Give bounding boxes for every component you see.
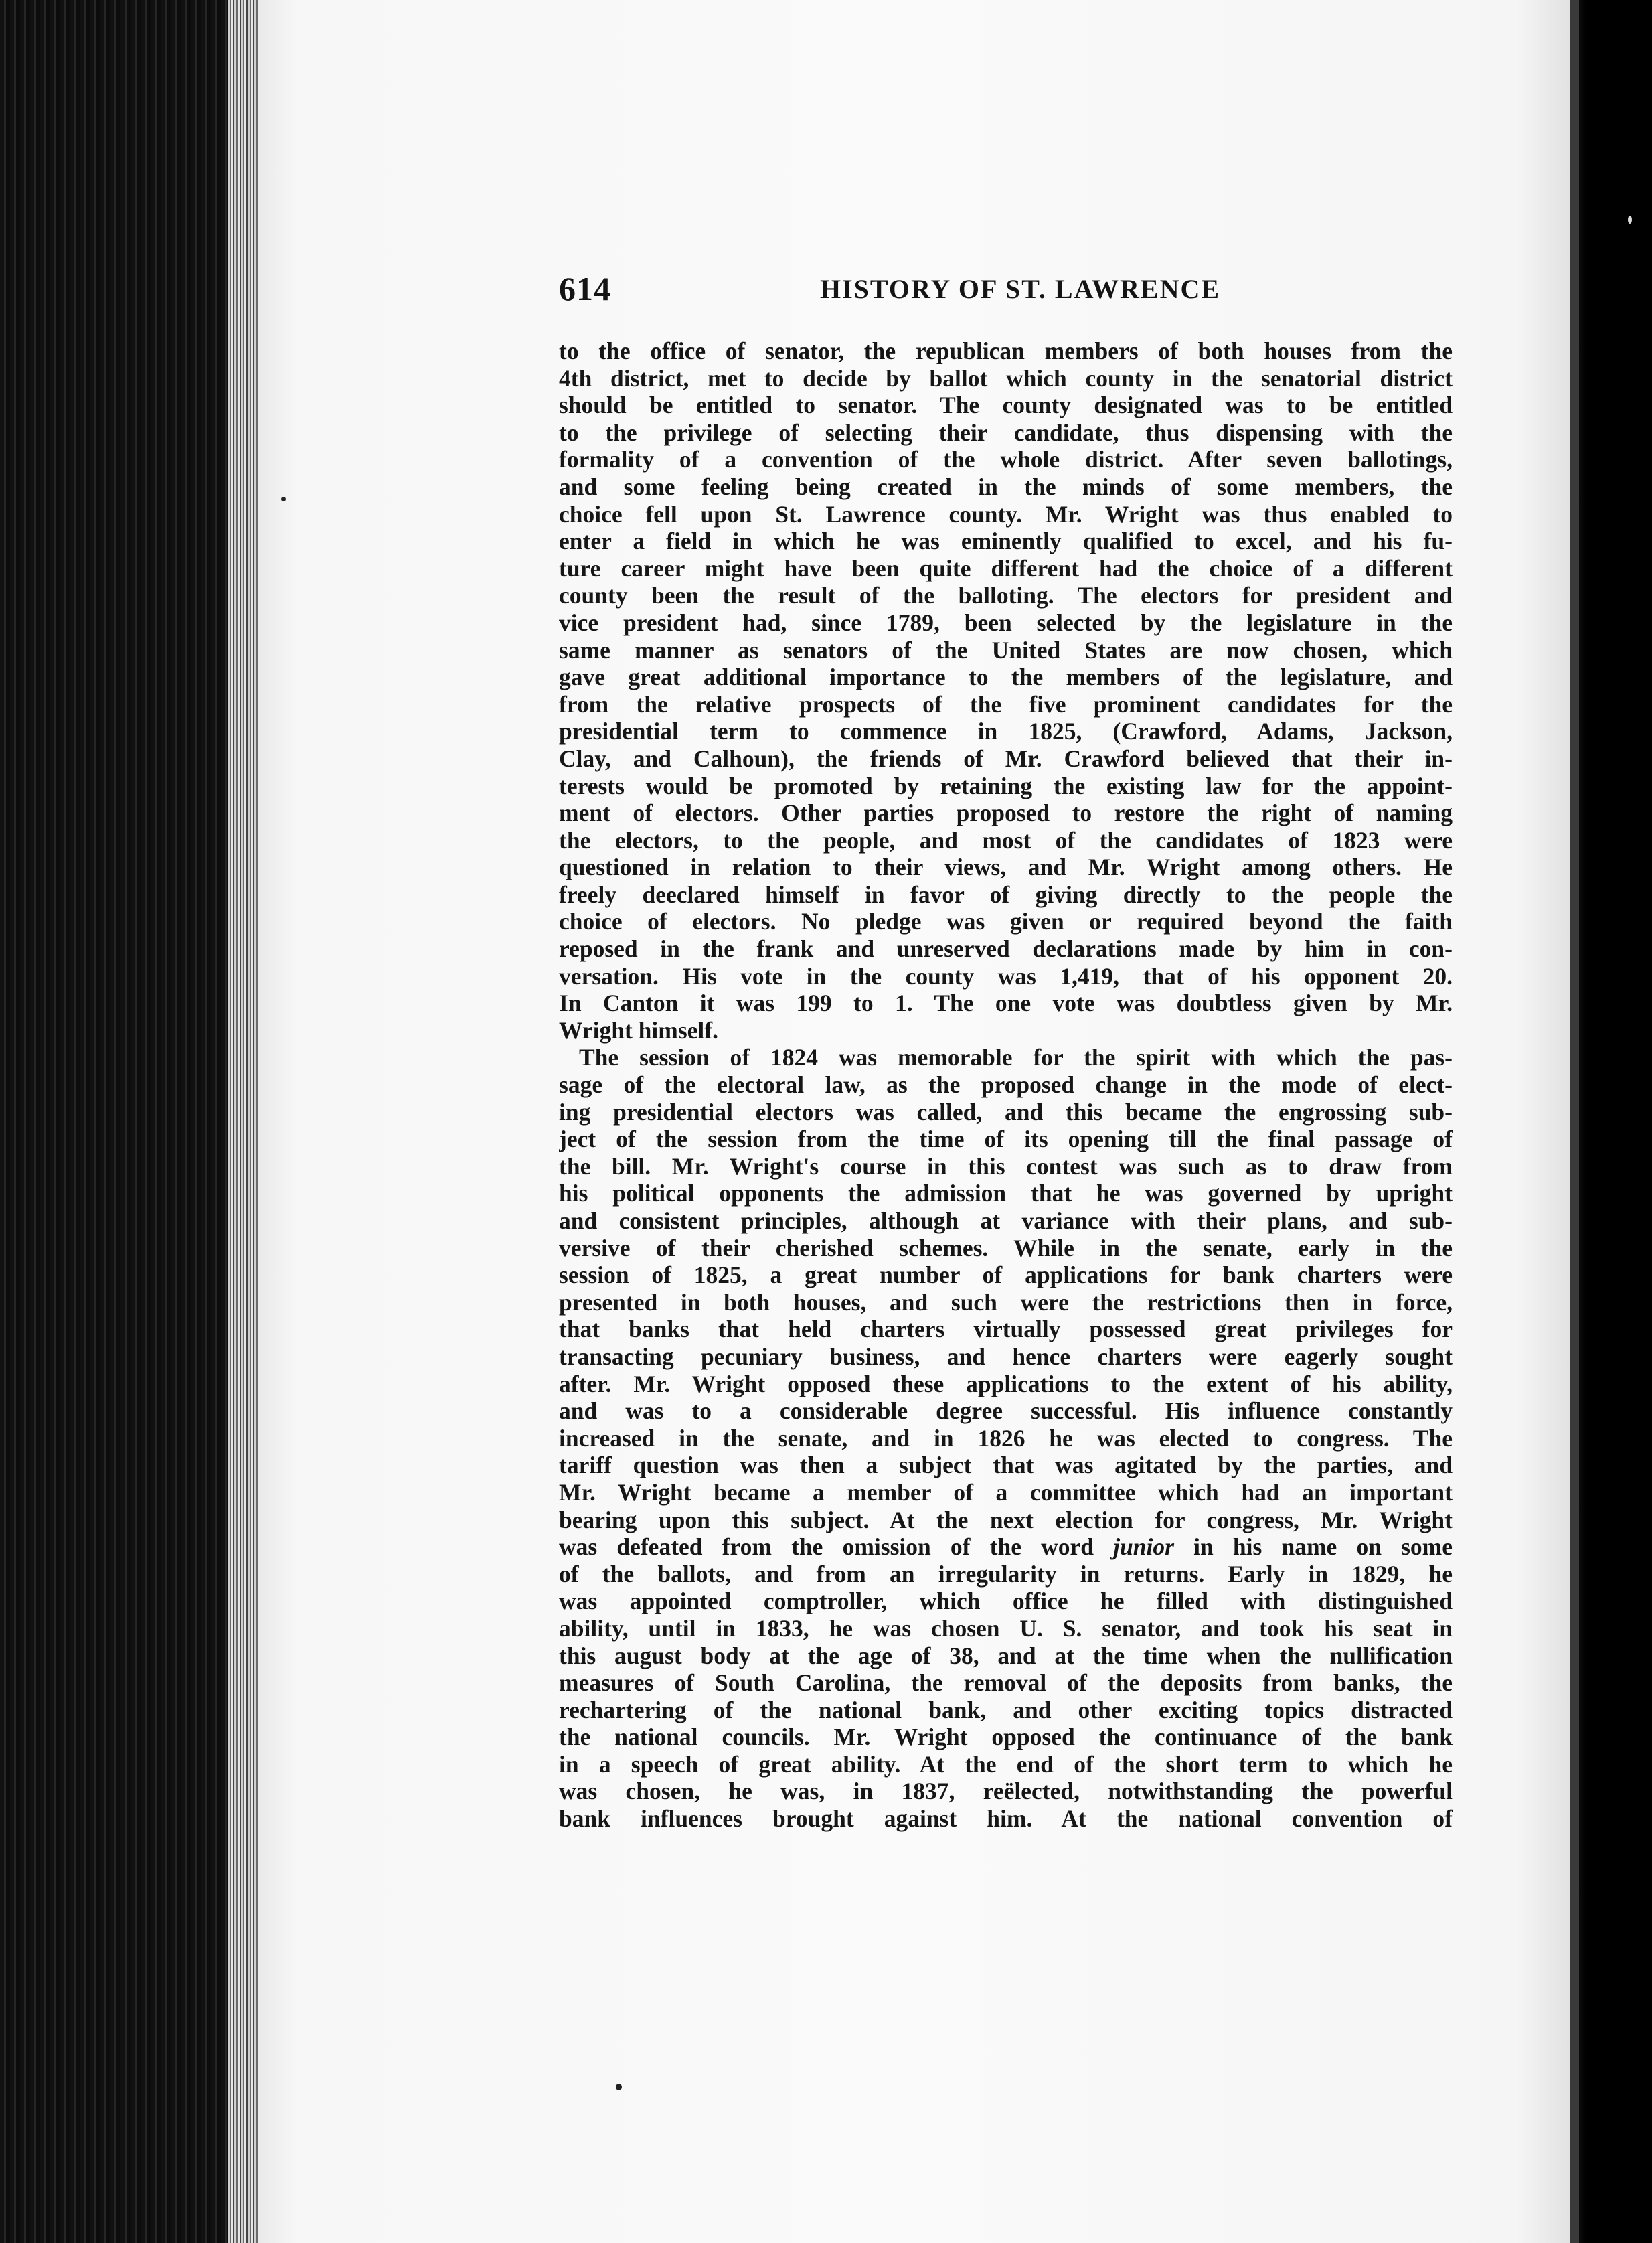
text-line: and consistent principles, although at variance with their plans, and sub-	[559, 1207, 1453, 1234]
text-line: versation. His vote in the county was 1,419, that of his opponent 20.	[559, 962, 1453, 990]
text-line: enter a field in which he was eminently qualified to excel, and his fu-	[559, 528, 1453, 555]
running-head: HISTORY OF ST. LAWRENCE	[820, 274, 1221, 304]
text-line: ject of the session from the time of its opening till the final passage of	[559, 1126, 1453, 1153]
scan-speck	[281, 497, 286, 501]
italic-word: junior	[1113, 1533, 1174, 1561]
text-line: gave great additional importance to the members of the legislature, and	[559, 664, 1453, 691]
text-line: vice president had, since 1789, been selected by the legislature in the	[559, 609, 1453, 636]
text-line: formality of a convention of the whole district. After seven ballotings,	[559, 446, 1453, 473]
text-line: in a speech of great ability. At the end of the short term to which he	[559, 1750, 1453, 1778]
text-line: choice fell upon St. Lawrence county. Mr. Wright was thus enabled to	[559, 500, 1453, 528]
text-line: 4th district, met to decide by ballot which county in the senatorial district	[559, 364, 1453, 392]
scan-speck	[1628, 216, 1632, 224]
page-number: 614	[559, 270, 611, 307]
text-line: versive of their cherished schemes. While in the senate, early in the	[559, 1234, 1453, 1261]
text-line: this august body at the age of 38, and at the time when the nullification	[559, 1642, 1453, 1669]
text-line: same manner as senators of the United States are now chosen, which	[559, 636, 1453, 664]
text-line: ing presidential electors was called, and this became the engrossing sub-	[559, 1098, 1453, 1126]
text-line: terests would be promoted by retaining the existing law for the appoint-	[559, 772, 1453, 799]
text-line: reposed in the frank and unreserved declarations made by him in con-	[559, 935, 1453, 963]
text-line: presidential term to commence in 1825, (Crawford, Adams, Jackson,	[559, 718, 1453, 745]
text-line: Clay, and Calhoun), the friends of Mr. Crawford believed that their in-	[559, 745, 1453, 772]
text-line: bearing upon this subject. At the next election for congress, Mr. Wright	[559, 1506, 1453, 1533]
page-stack-edge	[228, 0, 260, 2243]
body-text	[559, 337, 1453, 1833]
text-line: after. Mr. Wright opposed these applications to the extent of his ability,	[559, 1370, 1453, 1397]
text-line: that banks that held charters virtually possessed great privileges for	[559, 1316, 1453, 1343]
text-line: tariff question was then a subject that was agitated by the parties, and	[559, 1452, 1453, 1479]
text-line: In Canton it was 199 to 1. The one vote was doubtless given by Mr.	[559, 990, 1453, 1017]
text-line: Mr. Wright became a member of a committee which had an important	[559, 1478, 1453, 1506]
text-line: ture career might have been quite different had the choice of a different	[559, 554, 1453, 582]
text-line: Wright himself.	[559, 1016, 718, 1044]
text-line: the national councils. Mr. Wright opposed the continuance of the bank	[559, 1723, 1453, 1751]
text-line: to the privilege of selecting their candidate, thus dispensing with the	[559, 418, 1453, 446]
text-line: The session of 1824 was memorable for the spirit with which the pas-	[579, 1044, 1453, 1071]
text-line: was appointed comptroller, which office he filled with distinguished	[559, 1588, 1453, 1615]
text-line: from the relative prospects of the five prominent candidates for the	[559, 690, 1453, 718]
text-line: was defeated from the omission of the word junior in his name on some	[559, 1533, 1453, 1561]
text-line: ment of electors. Other parties proposed to restore the right of naming	[559, 799, 1453, 827]
text-line: county been the result of the balloting. The electors for president and	[559, 582, 1453, 609]
text-line: choice of electors. No pledge was given or required beyond the faith	[559, 908, 1453, 935]
text-line: should be entitled to senator. The county designated was to be entitled	[559, 392, 1453, 419]
text-line: increased in the senate, and in 1826 he was elected to congress. The	[559, 1424, 1453, 1452]
text-line: questioned in relation to their views, and Mr. Wright among others. He	[559, 854, 1453, 881]
text-line: his political opponents the admission that he was governed by upright	[559, 1180, 1453, 1207]
text-line: to the office of senator, the republican members of both houses from the	[559, 337, 1453, 364]
text-line: rechartering of the national bank, and other exciting topics distracted	[559, 1696, 1453, 1723]
text-line: transacting pecuniary business, and hence charters were eagerly sought	[559, 1342, 1453, 1370]
text-line: and some feeling being created in the minds of some members, the	[559, 473, 1453, 500]
text-line: and was to a considerable degree successful. His influence constantly	[559, 1397, 1453, 1425]
scan-speck	[616, 2084, 622, 2090]
text-line: the bill. Mr. Wright's course in this contest was such as to draw from	[559, 1152, 1453, 1180]
text-line: the electors, to the people, and most of the candidates of 1823 were	[559, 826, 1453, 854]
text-line: freely deeclared himself in favor of giving directly to the people the	[559, 880, 1453, 908]
right-margin	[1570, 0, 1652, 2243]
text-line: bank influences brought against him. At the national convention of	[559, 1805, 1453, 1833]
text-line: of the ballots, and from an irregularity in returns. Early in 1829, he	[559, 1560, 1453, 1588]
text-line: was chosen, he was, in 1837, reëlected, notwithstanding the powerful	[559, 1778, 1453, 1805]
text-line: ability, until in 1833, he was chosen U. S. senator, and took his seat in	[559, 1614, 1453, 1642]
text-line: presented in both houses, and such were the restrictions then in force,	[559, 1288, 1453, 1316]
text-line: sage of the electoral law, as the proposed change in the mode of elect-	[559, 1071, 1453, 1099]
margin-stripe	[1570, 0, 1579, 2243]
book-edge	[0, 0, 231, 2243]
text-line: measures of South Carolina, the removal of the deposits from banks, the	[559, 1669, 1453, 1697]
page-header	[559, 269, 1449, 309]
text-line: session of 1825, a great number of applications for bank charters were	[559, 1261, 1453, 1289]
